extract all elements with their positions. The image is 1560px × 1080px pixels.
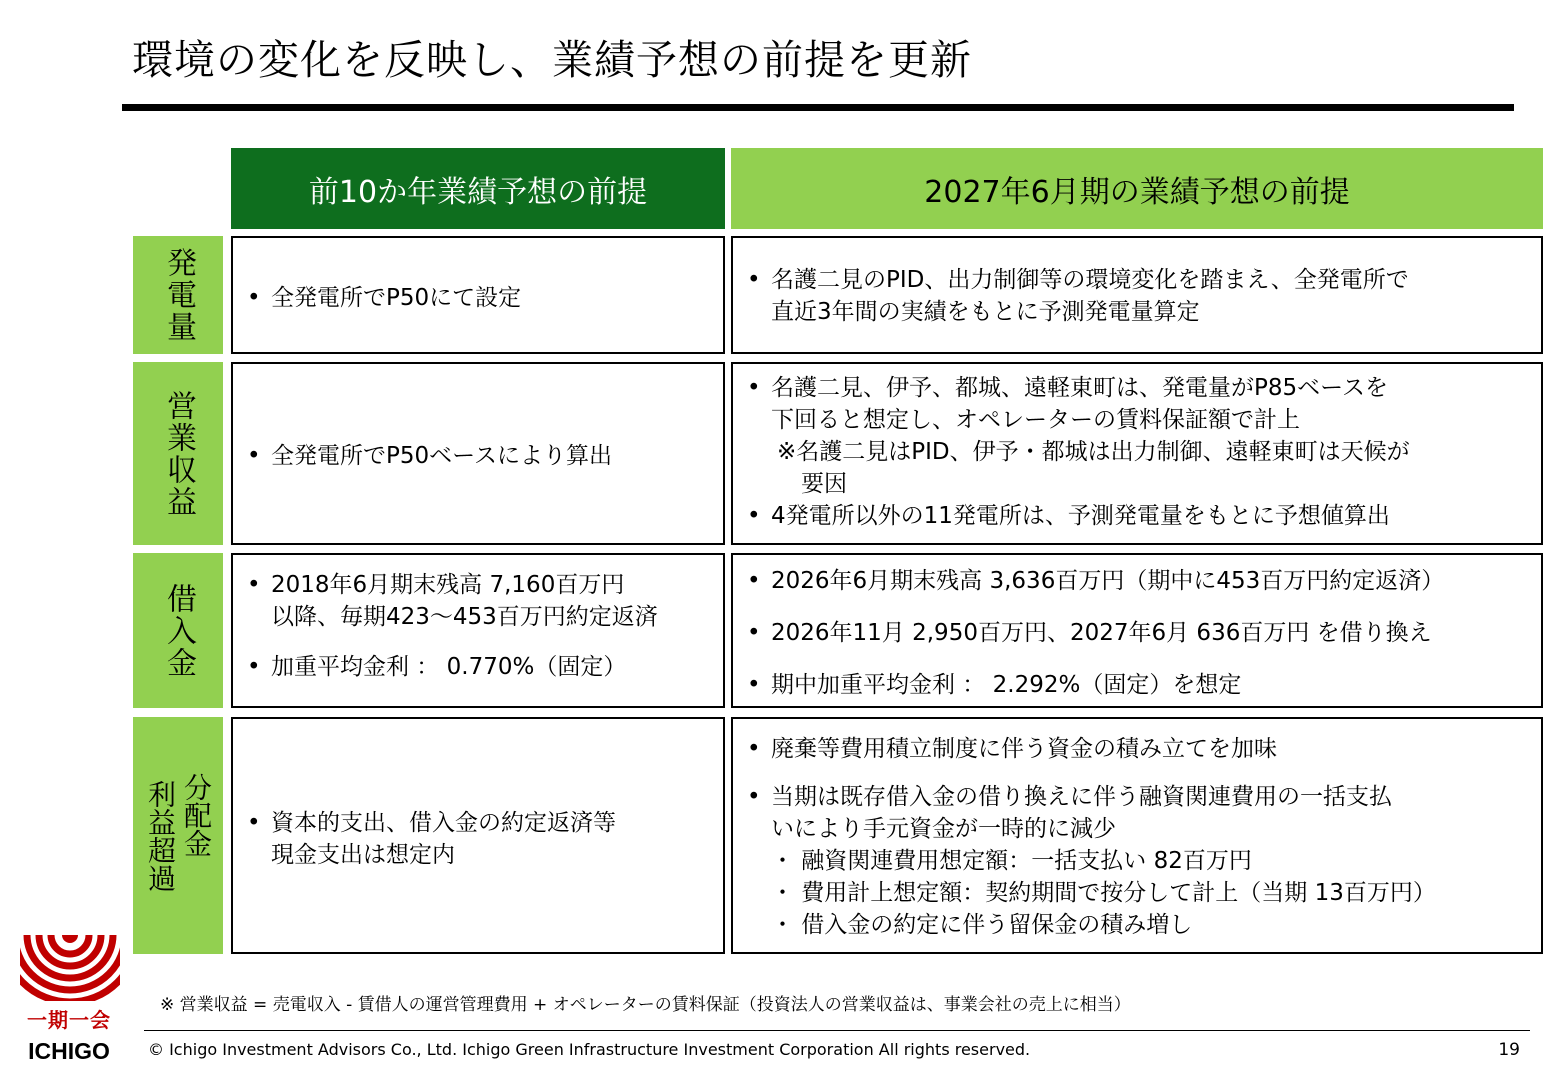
- copyright: © Ichigo Investment Advisors Co., Ltd. Ichigo Green Infrastructure Investment Corporation All rights reserved.: [148, 1040, 1031, 1059]
- logo-english-text: ICHIGO: [28, 1038, 110, 1064]
- list-item: • 当期は既存借入金の借り換えに伴う融資関連費用の一括支払 いにより手元資金が一時的に減少 ・ 融資関連費用想定額：一括支払い 82百万円 ・ 費用計上想定額：契約期間で按分して計上（当期 13百万円） ・ 借入金の約定に伴う留保金の積み増し: [733, 781, 1541, 941]
- row-label-generation-text: 発電量: [161, 247, 196, 343]
- list-item: • 4発電所以外の11発電所は、予測発電量をもとに予想値算出: [733, 500, 1541, 532]
- list-item: • 期中加重平均金利 ： 2.292%（固定）を想定: [733, 669, 1541, 701]
- cell-generation-previous: [231, 236, 725, 354]
- list-item: • 廃棄等費用積立制度に伴う資金の積み立てを加味: [733, 733, 1541, 765]
- column-header-previous: 前10か年業績予想の前提: [231, 148, 725, 229]
- list-item: • 資本的支出、借入金の約定返済等 現金支出は想定内: [233, 807, 723, 871]
- cell-distribution-current: [731, 717, 1543, 954]
- row-label-loans: [133, 553, 223, 708]
- list-item: • 名護二見、伊予、都城、遠軽東町は、発電量がP85ベースを 下回ると想定し、オペレーターの賃料保証額で計上 ※名護二見はPID、伊予・都城は出力制御、遠軽東町は天候が 要因: [733, 372, 1541, 500]
- row-label-generation: [133, 236, 223, 354]
- cell-distribution-previous: [231, 717, 725, 954]
- logo-japanese-text: 一期一会: [27, 1008, 111, 1032]
- footnote: ※ 営業収益 = 売電収入 - 賃借人の運営管理費用 + オペレーターの賃料保証（投資法人の営業収益は、事業会社の売上に相当）: [160, 995, 1131, 1015]
- row-label-distribution-line2: 分配金: [180, 773, 213, 857]
- list-item: • 2018年6月期末残高 7,160百万円 以降、毎期423～453百万円約定返済: [233, 569, 723, 633]
- row-label-distribution-line1: 利益超過: [144, 779, 177, 892]
- cell-revenue-previous: [231, 362, 725, 545]
- list-item: • 名護二見のPID、出力制御等の環境変化を踏まえ、全発電所で 直近3年間の実績をもとに予測発電量算定: [733, 264, 1541, 328]
- cell-loans-current: [731, 553, 1543, 708]
- cell-loans-previous: [231, 553, 725, 708]
- page-number: 19: [1498, 1040, 1520, 1060]
- list-item: • 全発電所でP50ベースにより算出: [233, 440, 723, 472]
- list-item: • 2026年6月期末残高 3,636百万円（期中に453百万円約定返済）: [733, 565, 1541, 597]
- footer-divider: [144, 1030, 1530, 1031]
- row-label-revenue-text: 営業収益: [161, 389, 196, 518]
- row-label-distribution: [133, 717, 223, 954]
- list-item: • 全発電所でP50にて設定: [233, 282, 723, 314]
- column-header-current: 2027年6月期の業績予想の前提: [731, 148, 1543, 229]
- cell-revenue-current: [731, 362, 1543, 545]
- list-item: • 加重平均金利 ： 0.770%（固定）: [233, 651, 723, 683]
- title-underline: [122, 104, 1514, 111]
- row-label-loans-text: 借入金: [161, 582, 196, 679]
- list-item: • 2026年11月 2,950百万円、2027年6月 636百万円 を借り換え: [733, 617, 1541, 649]
- page-title: 環境の変化を反映し、業績予想の前提を更新: [132, 36, 972, 84]
- cell-generation-current: [731, 236, 1543, 354]
- row-label-revenue: [133, 362, 223, 545]
